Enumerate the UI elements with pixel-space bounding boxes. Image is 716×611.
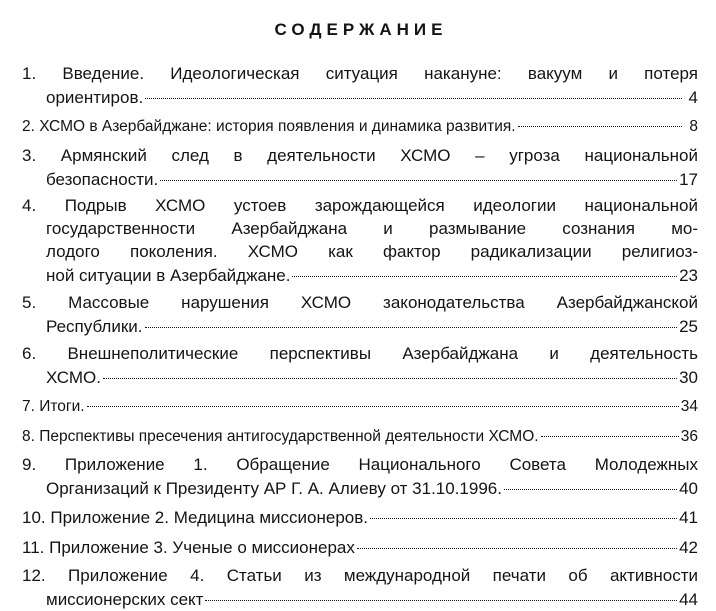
toc-entry-3[interactable] (22, 144, 698, 191)
leader-dots (145, 310, 678, 328)
toc-entry-1[interactable] (22, 62, 698, 109)
toc-page-number: 40 (679, 478, 698, 498)
leader-dots (292, 259, 677, 277)
leader-dots (87, 391, 679, 408)
toc-entry-text: 12. Приложение 4. Статьи из международной печати об активности (22, 565, 698, 585)
toc-entry-5[interactable] (22, 291, 698, 338)
toc-entry-text: 3. Армянский след в деятельности ХСМО – угроза национальной (22, 145, 698, 165)
toc-entry-text: государственности Азербайджана и размывание сознания мо- (46, 218, 698, 238)
toc-entry-text: 5. Массовые нарушения ХСМО законодательства Азербайджанской (22, 292, 698, 312)
toc-page-number: 36 (680, 427, 698, 445)
toc-page-number: 41 (679, 507, 698, 527)
toc-entry-7[interactable] (22, 395, 698, 419)
toc-entry-6[interactable] (22, 342, 698, 389)
toc-entry-text: 9. Приложение 1. Обращение Национального Совета Молодежных (22, 454, 698, 474)
leader-dots (357, 531, 677, 549)
toc-entry-text: ориентиров. (46, 88, 144, 107)
toc-entry-text: 8. Перспективы пресечения антигосударственной деятельности ХСМО. (22, 427, 539, 445)
toc-entry-text: Республики. (46, 316, 143, 336)
leader-dots (103, 361, 677, 379)
leader-dots (205, 583, 677, 601)
leader-dots (518, 110, 682, 127)
toc-entry-text: ной ситуации в Азербайджане. (46, 265, 291, 285)
toc-entry-text: 1. Введение. Идеологическая ситуация накануне: вакуум и потеря (22, 64, 698, 83)
leader-dots (160, 163, 677, 181)
toc-entry-10[interactable] (22, 505, 698, 529)
toc-entry-text: 6. Внешнеполитические перспективы Азербайджана и деятельность (22, 343, 698, 363)
toc-entry-text: 11. Приложение 3. Ученые о миссионерах (22, 537, 355, 557)
table-of-contents (22, 62, 698, 611)
leader-dots (504, 472, 677, 490)
toc-entry-4[interactable] (22, 194, 698, 287)
toc-entry-text: 4. Подрыв ХСМО устоев зарождающейся идеологии национальной (22, 195, 698, 215)
toc-page-number: 8 (689, 117, 698, 135)
leader-dots (541, 420, 679, 437)
leader-dots (370, 501, 677, 519)
page-title: СОДЕРЖАНИЕ (274, 20, 448, 39)
toc-entry-text: ХСМО. (46, 367, 101, 387)
toc-entry-text: 7. Итоги. (22, 398, 85, 415)
toc-page-number: 25 (679, 316, 698, 336)
toc-entry-text: 10. Приложение 2. Медицина миссионеров. (22, 507, 368, 527)
leader-dots (145, 81, 682, 99)
toc-page-number: 30 (679, 367, 698, 387)
toc-entry-text: миссионерских сект (46, 589, 204, 609)
toc-page-number: 44 (679, 589, 698, 609)
toc-page-number: 17 (679, 169, 698, 189)
toc-page-number: 4 (688, 88, 698, 107)
toc-entry-text: безопасности. (46, 169, 159, 189)
toc-entry-text: Организаций к Президенту АР Г. А. Алиеву от 31.10.1996. (46, 478, 502, 498)
toc-entry-2[interactable] (22, 114, 698, 138)
toc-entry-11[interactable] (22, 535, 698, 559)
toc-page-number: 34 (680, 398, 698, 415)
toc-entry-text: лодого поколения. ХСМО как фактор радикализации религиоз- (46, 241, 698, 261)
toc-entry-9[interactable] (22, 453, 698, 500)
toc-entry-text: 2. ХСМО в Азербайджане: история появления и динамика развития. (22, 117, 516, 135)
toc-entry-8[interactable] (22, 424, 698, 448)
toc-page-number: 23 (679, 265, 698, 285)
toc-entry-12[interactable] (22, 564, 698, 611)
toc-page-number: 42 (679, 537, 698, 557)
